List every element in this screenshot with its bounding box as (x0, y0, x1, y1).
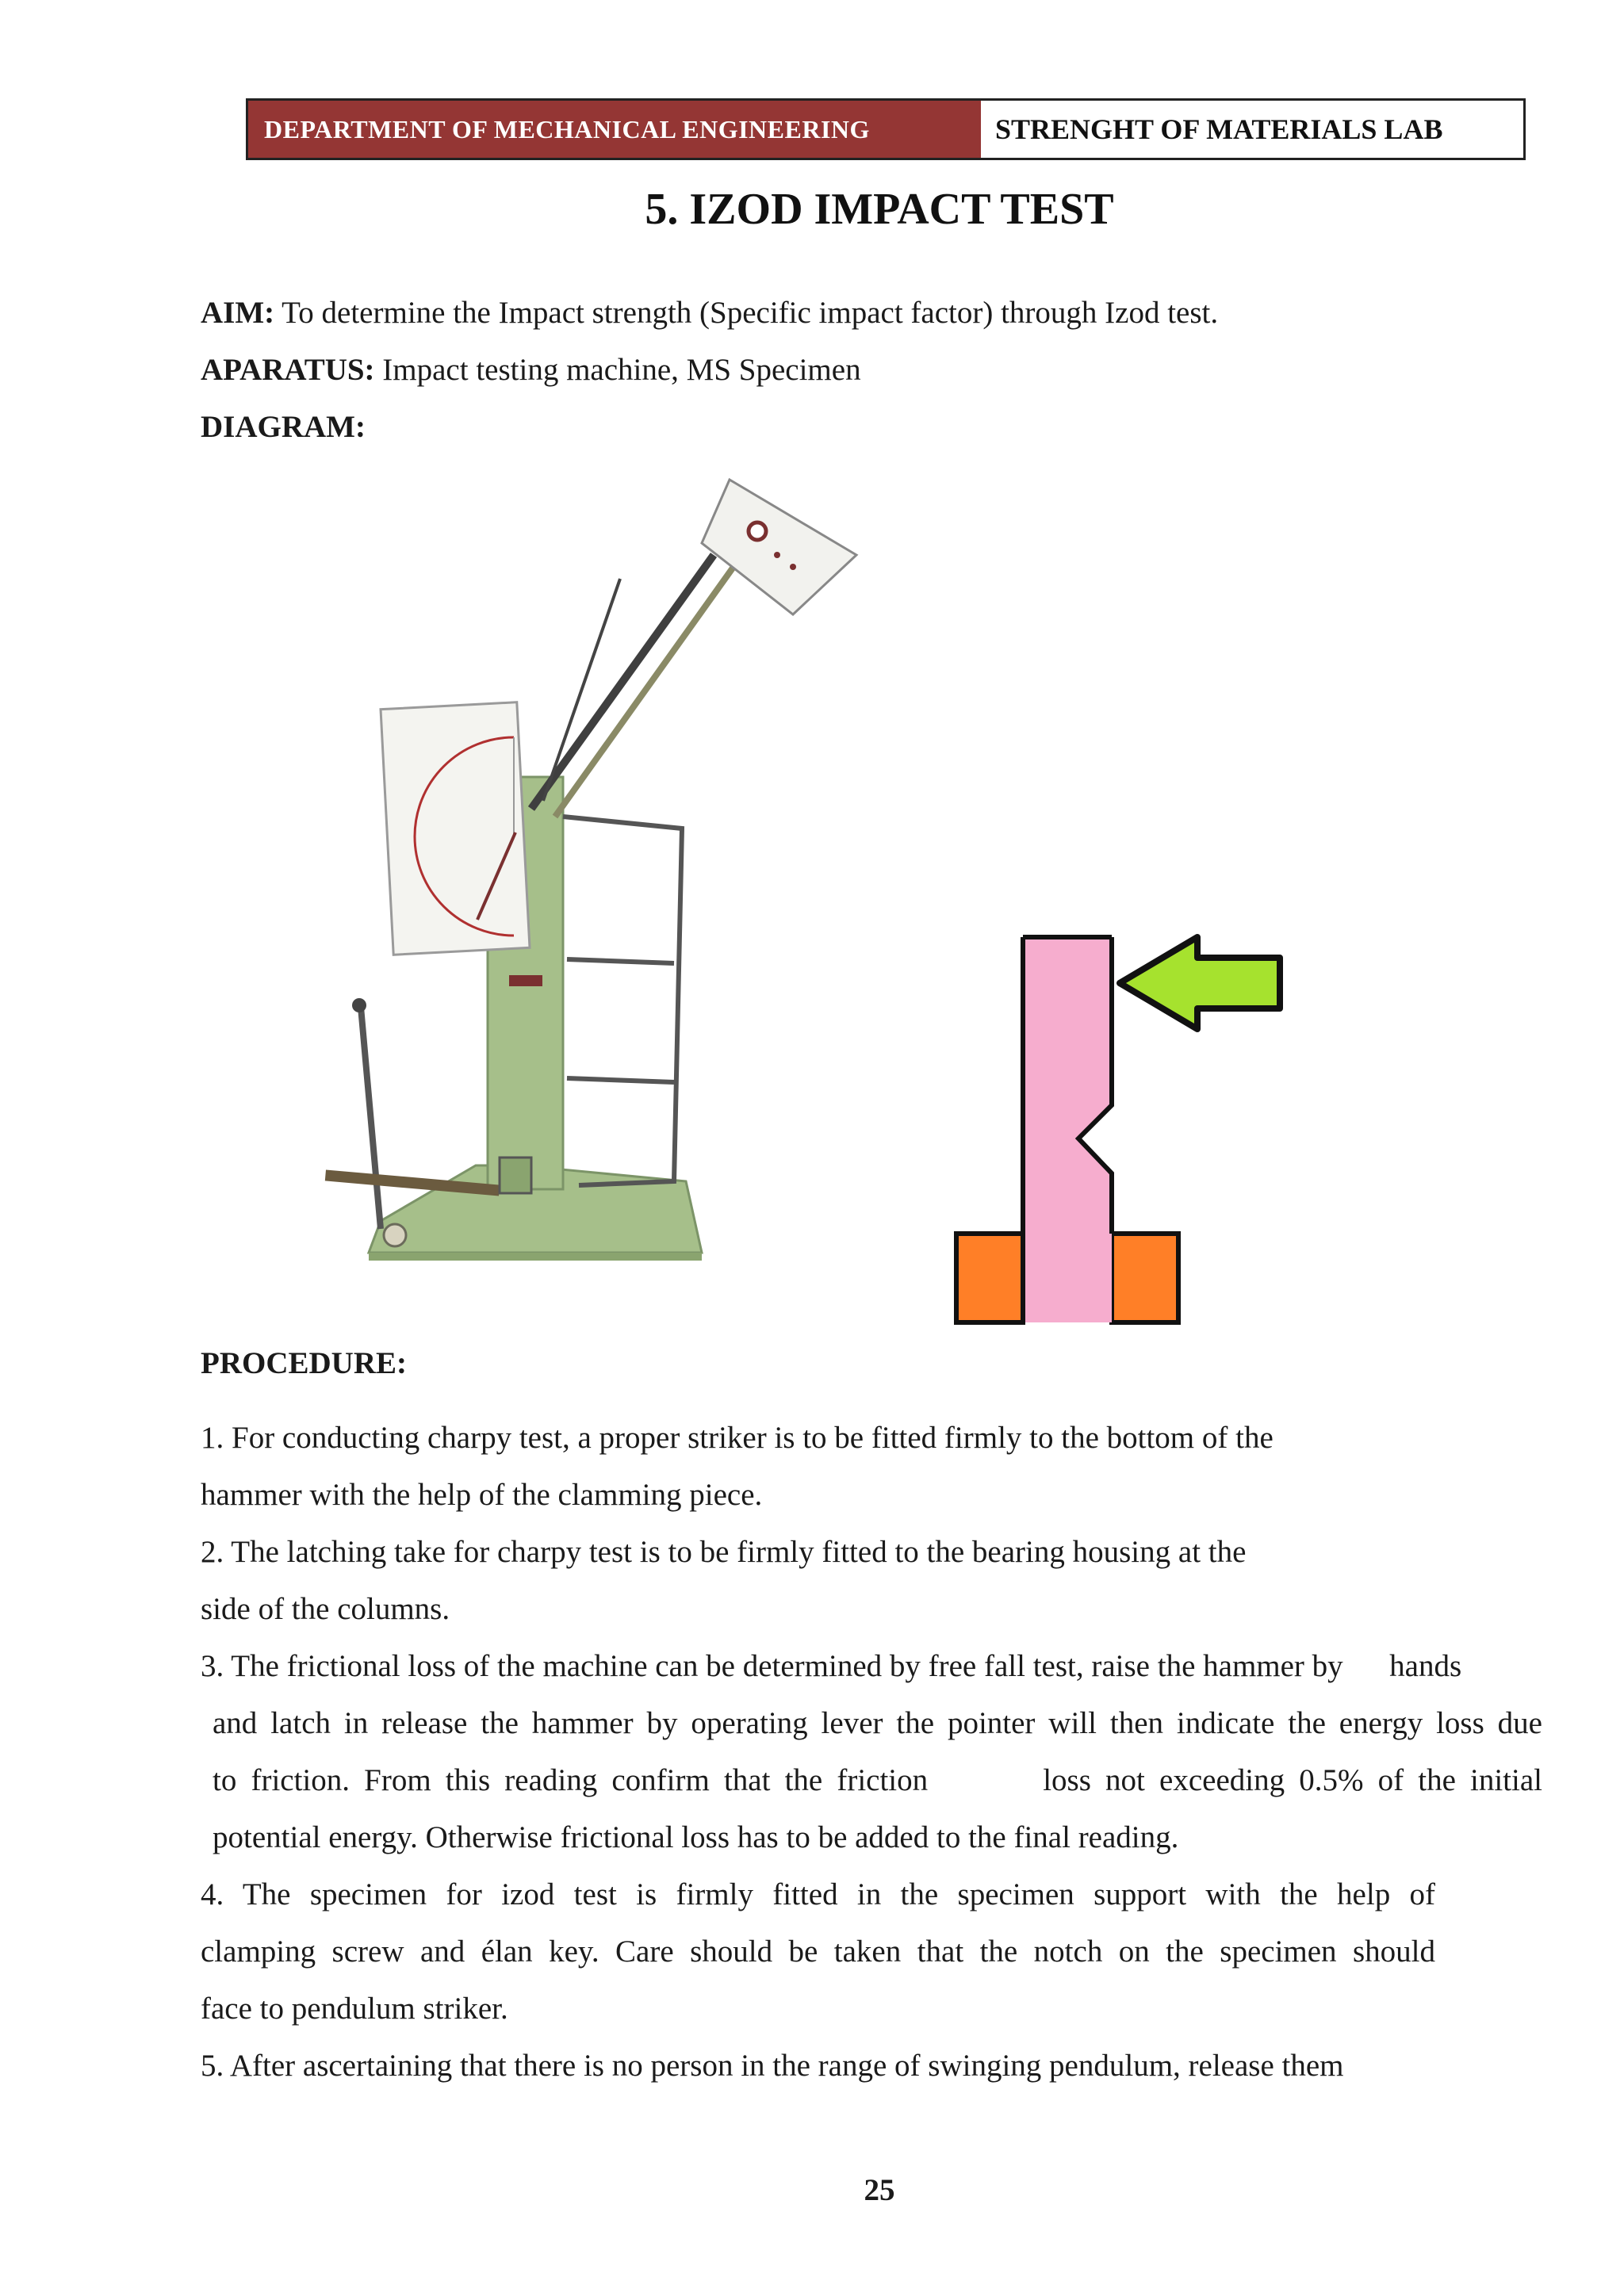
procedure-step-4-line-1: 4. The specimen for izod test is firmly fitted in the specimen support with the help of (201, 1877, 1435, 1911)
procedure-step-2-line-1: 2. The latching take for charpy test is to be firmly fitted to the bearing housing at the (201, 1535, 1247, 1569)
specimen-schematic (944, 920, 1316, 1332)
specimen-bar (1023, 937, 1112, 1322)
header-lab-name: STRENGHT OF MATERIALS LAB (981, 101, 1523, 158)
procedure-step-3-line-1: 3. The frictional loss of the machine can be determined by free fall test, raise the hammer by hands (201, 1649, 1462, 1683)
impact-machine-illustration (301, 468, 888, 1324)
page-number: 25 (864, 2173, 895, 2207)
apparatus-label: APARATUS: (201, 353, 375, 387)
procedure-step-1-line-2: hammer with the help of the clamming piece. (201, 1478, 763, 1512)
procedure-step-4-line-2: clamping screw and élan key. Care should be taken that the notch on the specimen should (201, 1934, 1435, 1969)
right-support (1112, 1234, 1178, 1322)
aim-label: AIM: (201, 296, 275, 330)
apparatus-text: Impact testing machine, MS Specimen (374, 353, 861, 387)
procedure-step-2-line-2: side of the columns. (201, 1592, 450, 1626)
procedure-list (201, 1410, 1549, 2095)
release-lever (361, 1007, 381, 1229)
procedure-step-4-line-3: face to pendulum striker. (201, 1992, 508, 2026)
header-department: DEPARTMENT OF MECHANICAL ENGINEERING (248, 101, 981, 158)
procedure-step-5-line-1: 5. After ascertaining that there is no person in the range of swinging pendulum, release them (201, 2049, 1344, 2083)
procedure-step-3-line-3: to friction. From this reading confirm that the friction loss not exceeding 0.5% of the initial (213, 1763, 1542, 1797)
pendulum-arm (531, 555, 714, 809)
aim-line (201, 295, 1218, 331)
left-support (956, 1234, 1023, 1322)
diagram-label: DIAGRAM: (201, 410, 366, 444)
page-header (246, 98, 1526, 160)
guard-frame (563, 817, 682, 1185)
procedure-label: PROCEDURE: (201, 1346, 407, 1380)
pendulum-hammer (702, 480, 856, 614)
aim-text: To determine the Impact strength (Specific impact factor) through Izod test. (274, 296, 1219, 330)
page-title: 5. IZOD IMPACT TEST (645, 185, 1114, 234)
procedure-step-1-line-1: 1. For conducting charpy test, a proper striker is to be fitted firmly to the bottom of the (201, 1421, 1274, 1455)
apparatus-line (201, 352, 861, 388)
procedure-step-3-line-4: potential energy. Otherwise frictional loss has to be added to the final reading. (213, 1820, 1179, 1854)
impact-arrow (1120, 937, 1280, 1029)
procedure-step-3-line-2: and latch in release the hammer by operating lever the pointer will then indicate the energy loss due (213, 1706, 1542, 1740)
